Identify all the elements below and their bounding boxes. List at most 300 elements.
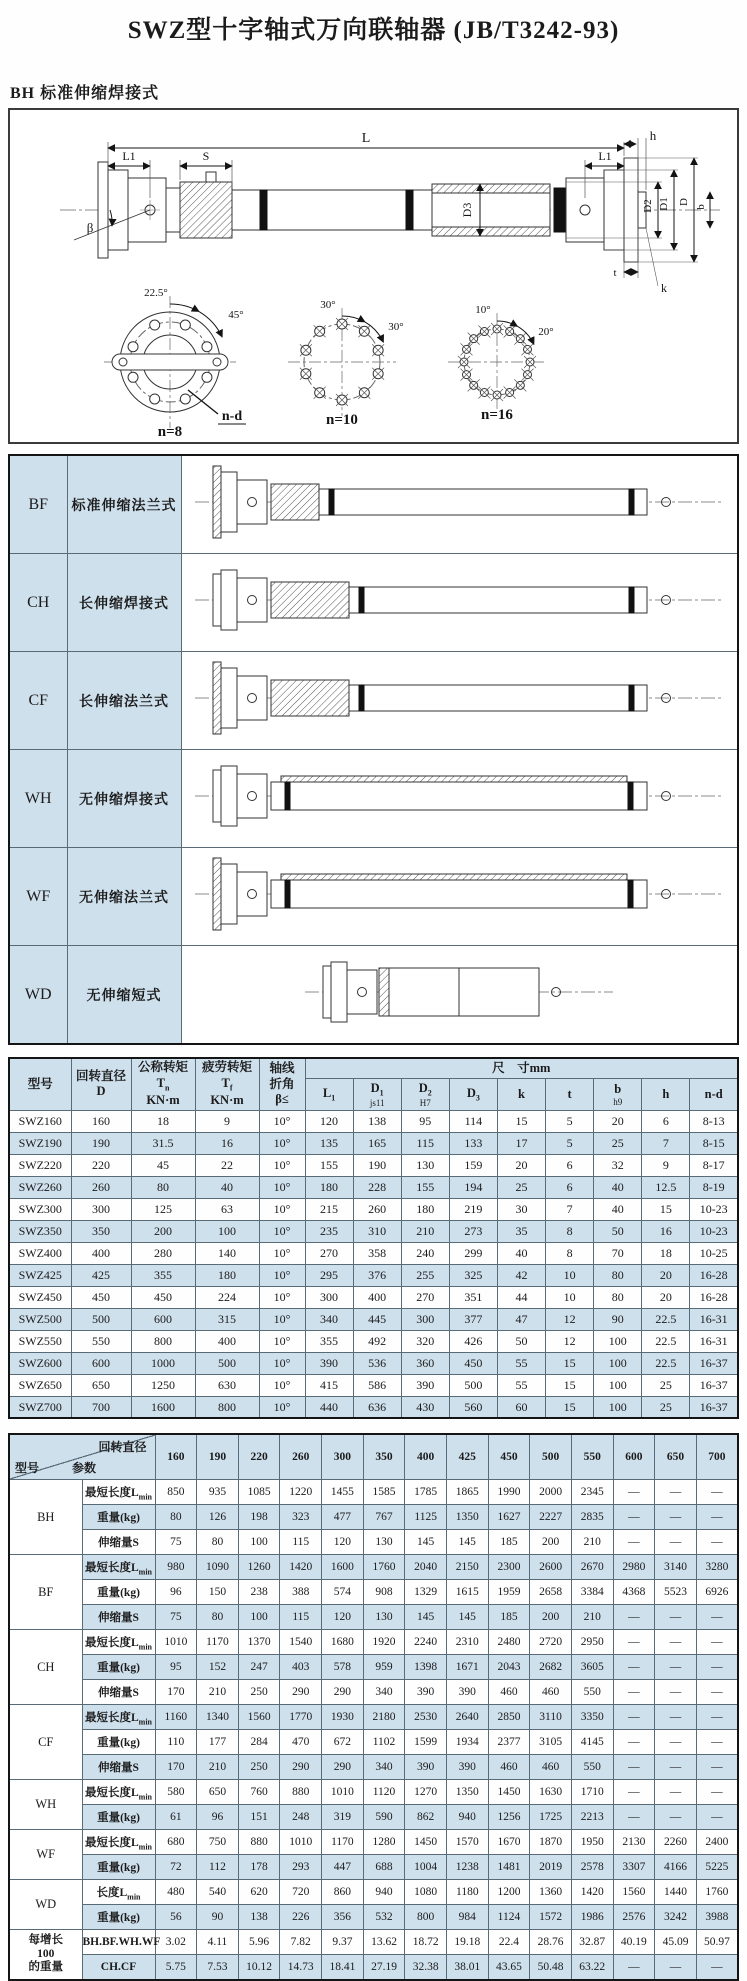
dims-cell: 290 xyxy=(322,1755,364,1780)
dims-group-code: WD xyxy=(9,1880,82,1930)
dims-diameter-col: 300 xyxy=(322,1434,364,1480)
svg-text:k: k xyxy=(661,281,667,295)
spec-cell: 10° xyxy=(259,1242,305,1264)
dims-cell: 2150 xyxy=(446,1555,488,1580)
dims-cell: 2670 xyxy=(571,1555,613,1580)
dims-cell: 238 xyxy=(238,1580,280,1605)
dims-param: 伸缩量S xyxy=(82,1680,155,1705)
dims-cell: 935 xyxy=(197,1480,239,1505)
spec-cell: 45 xyxy=(131,1154,195,1176)
spec-cell: SWZ220 xyxy=(9,1154,71,1176)
coupling-figure-svg xyxy=(183,554,735,646)
dims-row xyxy=(9,1605,738,1630)
dims-cell: 1340 xyxy=(197,1705,239,1730)
dims-cell: 480 xyxy=(155,1880,197,1905)
spec-cell: 377 xyxy=(449,1308,497,1330)
svg-text:n-d: n-d xyxy=(221,409,243,424)
dims-cell: 100 xyxy=(238,1530,280,1555)
dims-cell: 1420 xyxy=(571,1880,613,1905)
page-title: SWZ型十字轴式万向联轴器 (JB/T3242-93) xyxy=(127,17,620,44)
spec-cell: 50 xyxy=(497,1330,545,1352)
dims-cell: 1160 xyxy=(155,1705,197,1730)
type-row xyxy=(9,652,738,750)
dims-cell: 2850 xyxy=(488,1705,530,1730)
spec-cell: 9 xyxy=(195,1110,259,1132)
spec-cell: 40 xyxy=(195,1176,259,1198)
col-size-h: h xyxy=(642,1079,690,1111)
spec-cell: SWZ190 xyxy=(9,1132,71,1154)
spec-cell: 25 xyxy=(642,1374,690,1396)
dims-cell: 2480 xyxy=(488,1630,530,1655)
spec-cell: 12.5 xyxy=(642,1176,690,1198)
spec-cell: 10-25 xyxy=(690,1242,738,1264)
spec-cell: 7 xyxy=(546,1198,594,1220)
dims-group-code: CF xyxy=(9,1705,82,1780)
spec-cell: 299 xyxy=(449,1242,497,1264)
dims-cell: 22.4 xyxy=(488,1930,530,1955)
dims-cell: 1455 xyxy=(322,1480,364,1505)
dims-cell: 185 xyxy=(488,1530,530,1555)
spec-cell: 159 xyxy=(449,1154,497,1176)
dims-table xyxy=(8,1433,739,1981)
type-desc: 无伸缩焊接式 xyxy=(67,750,181,848)
dims-cell: — xyxy=(696,1730,738,1755)
dims-param: 最短长度$L_{min}$ xyxy=(82,1705,155,1730)
col-model: 型号 xyxy=(9,1058,71,1110)
dims-param: 重量(kg) xyxy=(82,1730,155,1755)
spec-cell: 219 xyxy=(449,1198,497,1220)
dims-param: 重量(kg) xyxy=(82,1805,155,1830)
spec-cell: SWZ160 xyxy=(9,1110,71,1132)
dims-cell: 2720 xyxy=(530,1630,572,1655)
spec-cell: 180 xyxy=(195,1264,259,1286)
spec-row xyxy=(9,1242,738,1264)
dims-cell: — xyxy=(613,1955,655,1980)
dims-cell: 1725 xyxy=(530,1805,572,1830)
spec-cell: 450 xyxy=(131,1286,195,1308)
dims-cell: 250 xyxy=(238,1755,280,1780)
dims-cell: 2180 xyxy=(363,1705,405,1730)
dims-cell: 3.02 xyxy=(155,1930,197,1955)
dims-cell: 2019 xyxy=(530,1855,572,1880)
dims-cell: 550 xyxy=(571,1680,613,1705)
dims-group-code: WF xyxy=(9,1830,82,1880)
dims-cell: — xyxy=(655,1705,697,1730)
dims-cell: 145 xyxy=(446,1605,488,1630)
dims-cell: 2980 xyxy=(613,1555,655,1580)
spec-cell: 390 xyxy=(401,1374,449,1396)
dims-cell: 1360 xyxy=(530,1880,572,1905)
dims-cell: 248 xyxy=(280,1805,322,1830)
dims-cell: 145 xyxy=(446,1530,488,1555)
spec-cell: 636 xyxy=(353,1396,401,1418)
dims-cell: 3110 xyxy=(530,1705,572,1730)
dims-cell: 2000 xyxy=(530,1480,572,1505)
spec-row xyxy=(9,1154,738,1176)
type-row xyxy=(9,946,738,1045)
dims-cell: — xyxy=(696,1805,738,1830)
dims-cell: 1170 xyxy=(197,1630,239,1655)
spec-table-head xyxy=(9,1058,738,1110)
dims-cell: 862 xyxy=(405,1805,447,1830)
dims-cell: 1329 xyxy=(405,1580,447,1605)
dims-cell: 1560 xyxy=(613,1880,655,1905)
spec-cell: 140 xyxy=(195,1242,259,1264)
dims-cell: 767 xyxy=(363,1505,405,1530)
dims-cell: 293 xyxy=(280,1855,322,1880)
dims-cell: 2682 xyxy=(530,1655,572,1680)
spec-cell: 180 xyxy=(305,1176,353,1198)
spec-cell: 536 xyxy=(353,1352,401,1374)
dims-cell: — xyxy=(655,1505,697,1530)
dims-cell: 247 xyxy=(238,1655,280,1680)
dims-cell: — xyxy=(655,1680,697,1705)
type-figure xyxy=(181,455,738,554)
dims-row xyxy=(9,1555,738,1580)
svg-text:h: h xyxy=(649,128,657,143)
spec-cell: SWZ300 xyxy=(9,1198,71,1220)
spec-cell: 100 xyxy=(594,1374,642,1396)
dims-cell: 1220 xyxy=(280,1480,322,1505)
dims-param: 最短长度$L_{min}$ xyxy=(82,1630,155,1655)
dims-row xyxy=(9,1780,738,1805)
dims-cell: 580 xyxy=(155,1780,197,1805)
dims-cell: 32.38 xyxy=(405,1955,447,1980)
dims-cell: 120 xyxy=(322,1605,364,1630)
spec-cell: 350 xyxy=(71,1220,131,1242)
dims-cell: 2578 xyxy=(571,1855,613,1880)
dims-cell: 43.65 xyxy=(488,1955,530,1980)
dims-cell: 18.41 xyxy=(322,1955,364,1980)
dims-cell: 4145 xyxy=(571,1730,613,1755)
dims-cell: 3140 xyxy=(655,1555,697,1580)
spec-cell: 8 xyxy=(546,1242,594,1264)
dims-row xyxy=(9,1480,738,1505)
svg-text:D3: D3 xyxy=(460,202,474,218)
dims-cell: 1010 xyxy=(155,1630,197,1655)
spec-cell: 270 xyxy=(401,1286,449,1308)
spec-cell: 492 xyxy=(353,1330,401,1352)
dims-cell: 145 xyxy=(405,1530,447,1555)
dims-cell: 959 xyxy=(363,1655,405,1680)
spec-cell: 10° xyxy=(259,1396,305,1418)
dims-cell: 1085 xyxy=(238,1480,280,1505)
col-size-k: k xyxy=(497,1079,545,1111)
dims-row xyxy=(9,1680,738,1705)
spec-row xyxy=(9,1286,738,1308)
dims-cell: — xyxy=(655,1480,697,1505)
dims-group-code: WH xyxy=(9,1780,82,1830)
dims-cell: 574 xyxy=(322,1580,364,1605)
spec-cell: 10 xyxy=(546,1264,594,1286)
dims-cell: 3605 xyxy=(571,1655,613,1680)
spec-cell: 16-37 xyxy=(690,1396,738,1418)
spec-cell: 20 xyxy=(642,1264,690,1286)
dims-cell: 72 xyxy=(155,1855,197,1880)
col-nominal-torque: 公称转矩 $T_n$ KN·m xyxy=(131,1058,195,1110)
spec-cell: 430 xyxy=(401,1396,449,1418)
dims-param: 重量(kg) xyxy=(82,1580,155,1605)
spec-cell: 325 xyxy=(449,1264,497,1286)
spec-cell: 8 xyxy=(546,1220,594,1242)
dims-cell: 340 xyxy=(363,1755,405,1780)
dims-cell: 940 xyxy=(446,1805,488,1830)
spec-cell: 100 xyxy=(594,1396,642,1418)
dims-diameter-col: 600 xyxy=(613,1434,655,1480)
type-desc: 长伸缩焊接式 xyxy=(67,554,181,652)
spec-cell: 445 xyxy=(353,1308,401,1330)
dims-diameter-col: 220 xyxy=(238,1434,280,1480)
dims-cell: 1959 xyxy=(488,1580,530,1605)
spec-cell: 295 xyxy=(305,1264,353,1286)
spec-cell: 300 xyxy=(71,1198,131,1220)
spec-cell: 40 xyxy=(594,1198,642,1220)
col-size-b: b h9 xyxy=(594,1079,642,1111)
dims-cell: 688 xyxy=(363,1855,405,1880)
spec-cell: 260 xyxy=(353,1198,401,1220)
dims-cell: 13.62 xyxy=(363,1930,405,1955)
dims-cell: 1481 xyxy=(488,1855,530,1880)
spec-cell: 310 xyxy=(353,1220,401,1242)
spec-cell: 426 xyxy=(449,1330,497,1352)
svg-text:L1: L1 xyxy=(598,149,612,163)
spec-cell: 63 xyxy=(195,1198,259,1220)
spec-cell: 31.5 xyxy=(131,1132,195,1154)
spec-cell: 280 xyxy=(131,1242,195,1264)
spec-cell: 165 xyxy=(353,1132,401,1154)
dims-cell: 460 xyxy=(488,1755,530,1780)
dims-cell: 540 xyxy=(197,1880,239,1905)
spec-cell: SWZ500 xyxy=(9,1308,71,1330)
dims-cell: 32.87 xyxy=(571,1930,613,1955)
dims-cell: 403 xyxy=(280,1655,322,1680)
svg-text:45°: 45° xyxy=(228,309,244,321)
type-figure xyxy=(181,652,738,750)
spec-cell: 22.5 xyxy=(642,1330,690,1352)
dims-cell: 447 xyxy=(322,1855,364,1880)
dims-cell: 5.96 xyxy=(238,1930,280,1955)
dims-cell: 4166 xyxy=(655,1855,697,1880)
dims-cell: 200 xyxy=(530,1530,572,1555)
dims-cell: 1600 xyxy=(322,1555,364,1580)
dims-cell: 2300 xyxy=(488,1555,530,1580)
spec-cell: 360 xyxy=(401,1352,449,1374)
spec-cell: 90 xyxy=(594,1308,642,1330)
dims-cell: 1599 xyxy=(405,1730,447,1755)
spec-cell: 10-23 xyxy=(690,1220,738,1242)
spec-cell: 22.5 xyxy=(642,1308,690,1330)
spec-cell: 315 xyxy=(195,1308,259,1330)
dims-param: 伸缩量S xyxy=(82,1755,155,1780)
dims-param: 重量(kg) xyxy=(82,1855,155,1880)
spec-cell: 18 xyxy=(131,1110,195,1132)
dims-cell: 200 xyxy=(530,1605,572,1630)
svg-text:30°: 30° xyxy=(320,299,336,311)
spec-cell: 450 xyxy=(449,1352,497,1374)
dims-cell: 152 xyxy=(197,1655,239,1680)
spec-cell: 10° xyxy=(259,1132,305,1154)
spec-row xyxy=(9,1132,738,1154)
dims-cell: 115 xyxy=(280,1605,322,1630)
dims-row xyxy=(9,1630,738,1655)
col-size-D3: $D_3$ xyxy=(449,1079,497,1111)
spec-cell: SWZ550 xyxy=(9,1330,71,1352)
spec-cell: 8-15 xyxy=(690,1132,738,1154)
dims-cell: — xyxy=(696,1630,738,1655)
dims-cell: — xyxy=(696,1755,738,1780)
spec-cell: 425 xyxy=(71,1264,131,1286)
type-code: BF xyxy=(9,455,67,554)
dims-cell: 1572 xyxy=(530,1905,572,1930)
spec-cell: 50 xyxy=(594,1220,642,1242)
spec-cell: 133 xyxy=(449,1132,497,1154)
dims-cell: 96 xyxy=(155,1580,197,1605)
dims-cell: 3350 xyxy=(571,1705,613,1730)
dims-cell: 7.82 xyxy=(280,1930,322,1955)
dims-cell: 2227 xyxy=(530,1505,572,1530)
dims-cell: 10.12 xyxy=(238,1955,280,1980)
svg-text:b: b xyxy=(695,204,707,210)
dims-cell: 5523 xyxy=(655,1580,697,1605)
svg-text:30°: 30° xyxy=(388,321,404,333)
spec-cell: 376 xyxy=(353,1264,401,1286)
spec-cell: 12 xyxy=(546,1330,594,1352)
dims-cell: 18.72 xyxy=(405,1930,447,1955)
dims-cell: 2576 xyxy=(613,1905,655,1930)
dims-cell: — xyxy=(696,1955,738,1980)
svg-text:n=8: n=8 xyxy=(157,424,183,440)
dims-cell: — xyxy=(613,1505,655,1530)
spec-cell: 273 xyxy=(449,1220,497,1242)
spec-cell: 16-31 xyxy=(690,1308,738,1330)
spec-cell: 15 xyxy=(642,1198,690,1220)
spec-cell: 224 xyxy=(195,1286,259,1308)
spec-cell: 10° xyxy=(259,1198,305,1220)
dims-cell: 210 xyxy=(197,1755,239,1780)
spec-cell: 25 xyxy=(642,1396,690,1418)
type-table xyxy=(8,454,739,1045)
dims-cell: 1615 xyxy=(446,1580,488,1605)
dims-cell: 198 xyxy=(238,1505,280,1530)
corner-label-diameter: 回转直径 xyxy=(98,1440,147,1455)
dims-cell: 3307 xyxy=(613,1855,655,1880)
spec-cell: SWZ260 xyxy=(9,1176,71,1198)
dims-row xyxy=(9,1505,738,1530)
dims-cell: 2040 xyxy=(405,1555,447,1580)
type-row xyxy=(9,554,738,652)
spec-cell: 1600 xyxy=(131,1396,195,1418)
dims-cell: 151 xyxy=(238,1805,280,1830)
type-figure xyxy=(181,750,738,848)
spec-cell: 114 xyxy=(449,1110,497,1132)
dims-cell: 880 xyxy=(238,1830,280,1855)
dims-cell: 3384 xyxy=(571,1580,613,1605)
dims-cell: 1760 xyxy=(696,1880,738,1905)
dims-cell: — xyxy=(613,1730,655,1755)
spec-cell: SWZ425 xyxy=(9,1264,71,1286)
dims-cell: — xyxy=(696,1505,738,1530)
spec-cell: 7 xyxy=(642,1132,690,1154)
dims-param: 最短长度$L_{min}$ xyxy=(82,1830,155,1855)
dims-row xyxy=(9,1730,738,1755)
spec-cell: SWZ650 xyxy=(9,1374,71,1396)
dims-param: 最短长度$L_{min}$ xyxy=(82,1555,155,1580)
spec-cell: 650 xyxy=(71,1374,131,1396)
spec-cell: 18 xyxy=(642,1242,690,1264)
dims-diameter-col: 700 xyxy=(696,1434,738,1480)
dims-cell: 50.48 xyxy=(530,1955,572,1980)
type-code: WH xyxy=(9,750,67,848)
spec-cell: 240 xyxy=(401,1242,449,1264)
dims-cell: 390 xyxy=(405,1680,447,1705)
svg-text:20°: 20° xyxy=(538,326,554,338)
spec-cell: 415 xyxy=(305,1374,353,1396)
dims-cell: 9.37 xyxy=(322,1930,364,1955)
dims-cell: 1990 xyxy=(488,1480,530,1505)
spec-cell: 95 xyxy=(401,1110,449,1132)
spec-cell: 32 xyxy=(594,1154,642,1176)
type-row xyxy=(9,750,738,848)
spec-cell: 10° xyxy=(259,1352,305,1374)
spec-cell: 15 xyxy=(546,1374,594,1396)
corner-label-param: 参数 xyxy=(72,1461,97,1476)
dims-cell: 290 xyxy=(280,1755,322,1780)
dims-cell: 1585 xyxy=(363,1480,405,1505)
spec-cell: 358 xyxy=(353,1242,401,1264)
dims-cell: 460 xyxy=(530,1680,572,1705)
dims-cell: 390 xyxy=(405,1755,447,1780)
svg-text:D: D xyxy=(678,198,690,206)
spec-cell: 155 xyxy=(401,1176,449,1198)
dims-cell: 6926 xyxy=(696,1580,738,1605)
type-desc: 无伸缩法兰式 xyxy=(67,848,181,946)
dims-diameter-col: 500 xyxy=(530,1434,572,1480)
dims-cell: 1934 xyxy=(446,1730,488,1755)
spec-cell: 25 xyxy=(497,1176,545,1198)
dims-cell: 290 xyxy=(322,1680,364,1705)
spec-cell: 25 xyxy=(594,1132,642,1154)
dims-cell: — xyxy=(655,1755,697,1780)
dims-cell: 1950 xyxy=(571,1830,613,1855)
spec-cell: 100 xyxy=(594,1352,642,1374)
dims-cell: 2310 xyxy=(446,1630,488,1655)
dims-cell: — xyxy=(655,1805,697,1830)
svg-text:22.5°: 22.5° xyxy=(144,287,168,299)
col-size-D2: $D_2$ H7 xyxy=(401,1079,449,1111)
dims-row xyxy=(9,1755,738,1780)
dims-cell: 2130 xyxy=(613,1830,655,1855)
dims-cell: 460 xyxy=(488,1680,530,1705)
dims-cell: 1080 xyxy=(405,1880,447,1905)
spec-row xyxy=(9,1374,738,1396)
dims-cell: 1238 xyxy=(446,1855,488,1880)
spec-cell: 5 xyxy=(546,1110,594,1132)
col-size-group: 尺 寸mm xyxy=(305,1058,738,1079)
dims-cell: 1420 xyxy=(280,1555,322,1580)
spec-cell: 15 xyxy=(497,1110,545,1132)
dims-cell: 226 xyxy=(280,1905,322,1930)
dims-cell: 177 xyxy=(197,1730,239,1755)
dims-row xyxy=(9,1905,738,1930)
dims-cell: 28.76 xyxy=(530,1930,572,1955)
spec-cell: 120 xyxy=(305,1110,353,1132)
dims-cell: — xyxy=(655,1630,697,1655)
dims-cell: 620 xyxy=(238,1880,280,1905)
col-size-L1: $L_1$ xyxy=(305,1079,353,1111)
dims-cell: 80 xyxy=(197,1530,239,1555)
dims-cell: 1124 xyxy=(488,1905,530,1930)
dims-param: BH.BF.WH.WF xyxy=(82,1930,155,1955)
